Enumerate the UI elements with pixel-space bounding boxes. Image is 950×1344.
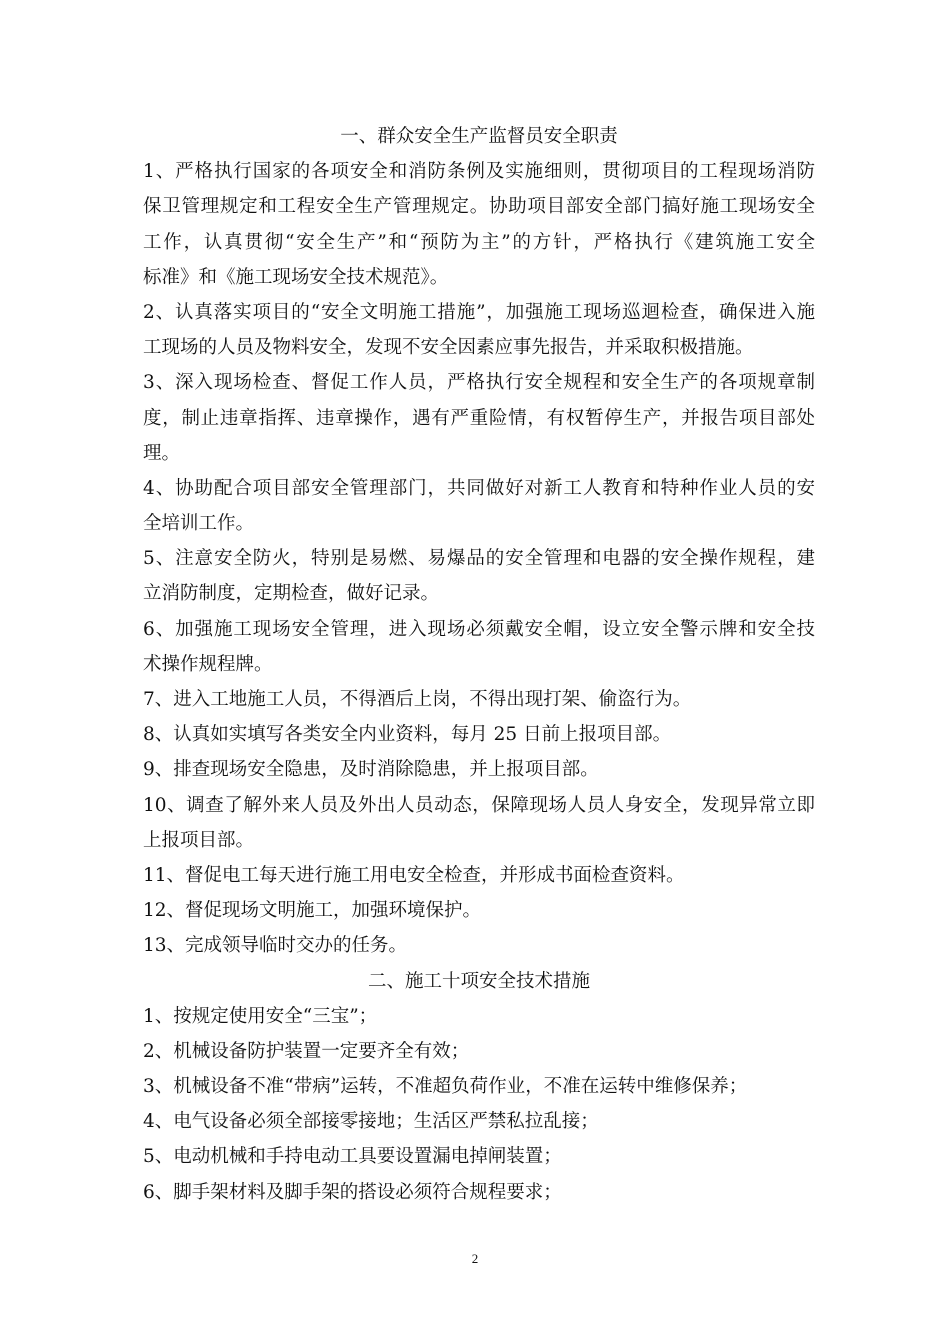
text-line: 1、严格执行国家的各项安全和消防条例及实施细则，贯彻项目的工程现场消防 xyxy=(143,161,815,183)
section-heading: 二、施工十项安全技术措施 xyxy=(367,970,590,992)
text-line: 4、电气设备必须全部接零接地；生活区严禁私拉乱接； xyxy=(143,1111,599,1133)
text-line: 5、注意安全防火，特别是易燃、易爆品的安全管理和电器的安全操作规程，建 xyxy=(143,548,815,570)
page-number: 2 xyxy=(471,1251,479,1266)
text-line: 7、进入工地施工人员，不得酒后上岗，不得出现打架、偷盗行为。 xyxy=(143,689,692,710)
text-line: 理。 xyxy=(143,442,181,464)
text-line: 9、排查现场安全隐患，及时消除隐患，并上报项目部。 xyxy=(143,759,599,781)
section-heading: 一、群众安全生产监督员安全职责 xyxy=(340,126,618,147)
text-line: 3、深入现场检查、督促工作人员，严格执行安全规程和安全生产的各项规章制 xyxy=(143,372,815,394)
text-line: 度，制止违章指挥、违章操作，遇有严重险情，有权暂停生产，并报告项目部处 xyxy=(143,407,815,429)
document-body xyxy=(143,119,815,1210)
text-line: 标准》和《施工现场安全技术规范》。 xyxy=(143,266,449,288)
text-line: 8、认真如实填写各类安全内业资料，每月 25 日前上报项目部。 xyxy=(143,724,672,746)
text-line: 11、督促电工每天进行施工用电安全检查，并形成书面检查资料。 xyxy=(143,864,685,886)
text-line: 工现场的人员及物料安全，发现不安全因素应事先报告，并采取积极措施。 xyxy=(143,337,754,359)
text-line: 12、督促现场文明施工，加强环境保护。 xyxy=(143,900,482,922)
text-line: 立消防制度，定期检查，做好记录。 xyxy=(143,583,440,605)
text-line: 10、调查了解外来人员及外出人员动态，保障现场人员人身安全，发现异常立即 xyxy=(143,794,815,816)
text-line: 保卫管理规定和工程安全生产管理规定。协助项目部安全部门搞好施工现场安全 xyxy=(143,196,815,218)
text-line: 术操作规程牌。 xyxy=(143,653,273,675)
text-line: 2、机械设备防护装置一定要齐全有效； xyxy=(143,1040,470,1062)
text-line: 3、机械设备不准“带病”运转，不准超负荷作业，不准在运转中维修保养； xyxy=(143,1076,748,1098)
text-line: 13、完成领导临时交办的任务。 xyxy=(143,935,408,957)
text-line: 工作，认真贯彻“安全生产”和“预防为主”的方针，严格执行《建筑施工安全 xyxy=(143,231,815,253)
text-line: 上报项目部。 xyxy=(143,829,255,851)
text-line: 6、脚手架材料及脚手架的搭设必须符合规程要求； xyxy=(143,1181,562,1203)
text-line: 2、认真落实项目的“安全文明施工措施”，加强施工现场巡迴检查，确保进入施 xyxy=(143,301,815,323)
text-line: 全培训工作。 xyxy=(143,513,255,535)
text-line: 4、协助配合项目部安全管理部门，共同做好对新工人教育和特种作业人员的安 xyxy=(143,477,815,499)
text-line: 1、按规定使用安全“三宝”； xyxy=(143,1005,378,1027)
text-line: 6、加强施工现场安全管理，进入现场必须戴安全帽，设立安全警示牌和安全技 xyxy=(143,618,815,640)
text-line: 5、电动机械和手持电动工具要设置漏电掉闸装置； xyxy=(143,1146,562,1168)
